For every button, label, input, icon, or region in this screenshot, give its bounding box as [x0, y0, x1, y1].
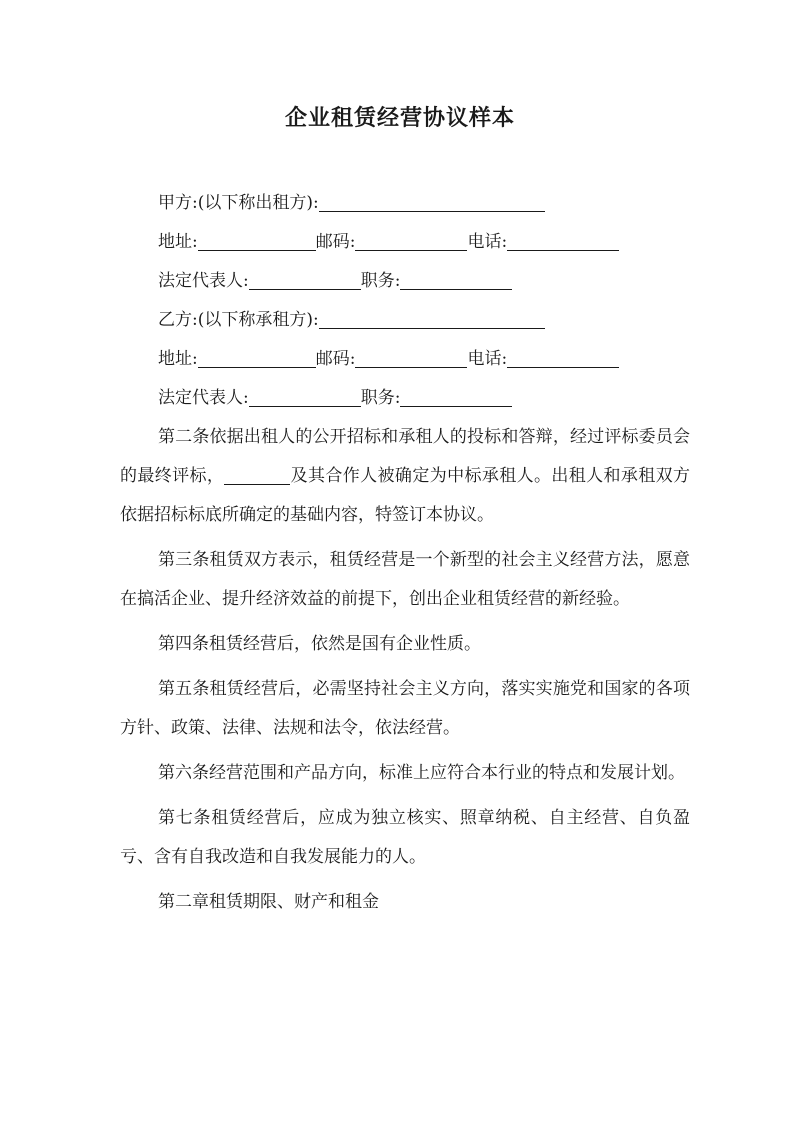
article-2-part1: 第二条依据出租人的公开招标和承租人的投标和答辩，经过评标委员会的最终评标，: [120, 427, 690, 486]
party-a-position-blank: [400, 269, 512, 290]
party-b-position-label: 职务:: [360, 388, 401, 408]
party-a-name-blank: [319, 191, 545, 212]
party-a-label: 甲方:(以下称出租方):: [158, 193, 319, 213]
article-5: 第五条租赁经营后，必需坚持社会主义方向，落实实施党和国家的各项方针、政策、法律、法规和法令，依法经营。: [120, 679, 690, 738]
party-a-postcode-blank: [355, 230, 467, 251]
party-b-postcode-blank: [355, 347, 467, 368]
party-a-phone-blank: [507, 230, 619, 251]
article-2: [120, 418, 690, 535]
party-b-phone-label: 电话:: [467, 349, 508, 369]
article-7: 第七条租赁经营后，应成为独立核实、照章纳税、自主经营、自负盈亏、含有自我改造和自我发展能力的人。: [120, 808, 690, 867]
party-a-postcode-label: 邮码:: [315, 232, 356, 252]
document-body: [120, 184, 690, 922]
article-6: 第六条经营范围和产品方向，标准上应符合本行业的特点和发展计划。: [158, 763, 685, 783]
article-3: 第三条租赁双方表示，租赁经营是一个新型的社会主义经营方法，愿意在搞活企业、提升经济效益的前提下，创出企业租赁经营的新经验。: [120, 550, 690, 609]
party-b-phone-blank: [507, 347, 619, 368]
party-a-phone-label: 电话:: [467, 232, 508, 252]
party-b-address-blank: [198, 347, 316, 368]
party-b-label: 乙方:(以下称承租方):: [158, 310, 319, 330]
party-a-address-blank: [198, 230, 316, 251]
winning-bidder-blank: [224, 464, 290, 485]
party-a-contact-line: [120, 223, 690, 262]
party-b-rep-blank: [249, 386, 361, 407]
party-a-rep-line: [120, 262, 690, 301]
article-4: 第四条租赁经营后，依然是国有企业性质。: [158, 634, 481, 654]
party-b-line: [120, 301, 690, 340]
party-b-contact-line: [120, 340, 690, 379]
party-a-position-label: 职务:: [360, 271, 401, 291]
article-2-part2: 及其合作人被确定为中标承租人。出租人和承租双方依据招标标底所确定的基础内容，特签订本协议。: [120, 466, 691, 525]
chapter-2-heading: 第二章租赁期限、财产和租金: [158, 892, 379, 912]
party-b-address-label: 地址:: [158, 349, 198, 369]
party-b-rep-label: 法定代表人:: [158, 388, 249, 408]
party-b-name-blank: [319, 308, 545, 329]
party-b-position-blank: [400, 386, 512, 407]
party-a-rep-blank: [249, 269, 361, 290]
party-a-line: [120, 184, 690, 223]
party-a-rep-label: 法定代表人:: [158, 271, 249, 291]
document-title: 企业租赁经营协议样本: [284, 105, 515, 131]
party-b-postcode-label: 邮码:: [315, 349, 356, 369]
party-b-rep-line: [120, 379, 690, 418]
party-a-address-label: 地址:: [158, 232, 198, 252]
